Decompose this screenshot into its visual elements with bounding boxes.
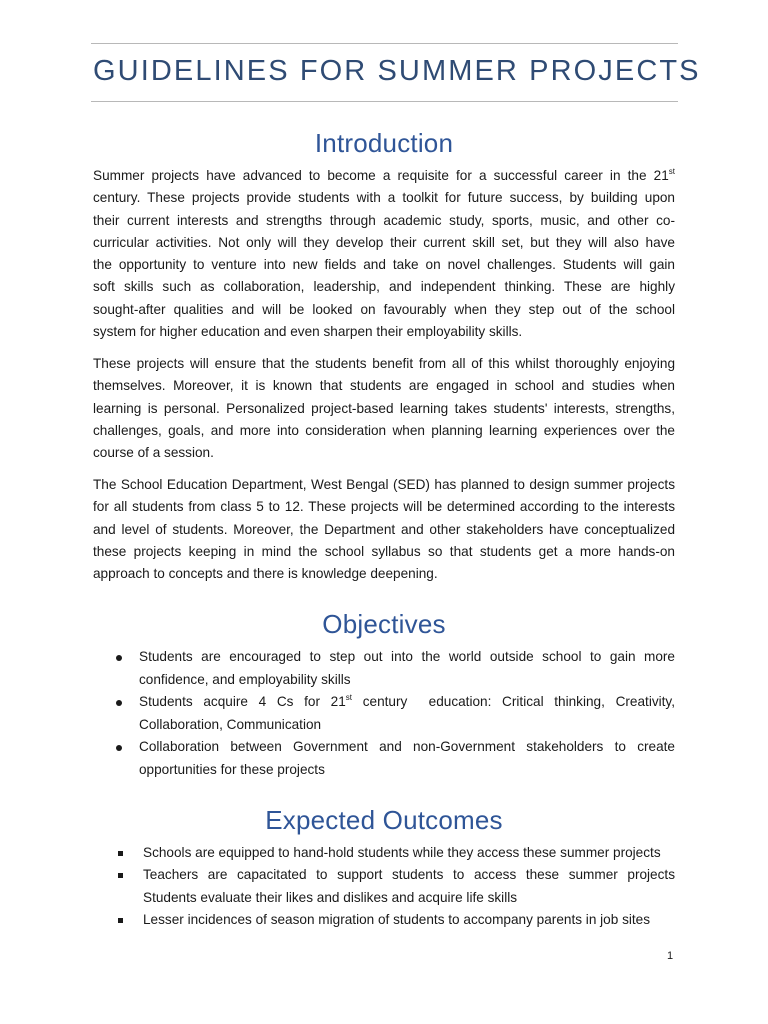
objectives-heading: Objectives — [322, 609, 446, 639]
paragraph-line: curricular activities. Not only will they develop their current skill set, but they will also have — [93, 234, 675, 250]
introduction-paragraph-3 — [93, 474, 675, 585]
title-bottom-rule — [91, 101, 678, 102]
paragraph-line: approach to concepts and there is knowledge deepening. — [93, 566, 438, 582]
paragraph-line: The School Education Department, West Bengal (SED) has planned to design summer projects — [93, 477, 675, 492]
paragraph-line: themselves. Moreover, it is known that students are engaged in school and studies when — [93, 378, 675, 394]
list-item — [0, 842, 675, 864]
item-line: Lesser incidences of season migration of students to accompany parents in job sites — [143, 912, 651, 928]
item-line: Students are encouraged to step out into the world outside school to gain more — [139, 649, 675, 664]
bullet-square — [118, 851, 123, 856]
title-top-rule — [91, 43, 678, 44]
paragraph-line: the opportunity to venture into new fields and take on novel challenges. Students will gain — [93, 257, 675, 273]
bullet-square — [118, 873, 123, 878]
list-item — [0, 646, 675, 691]
introduction-heading: Introduction — [314, 128, 454, 158]
item-line: Schools are equipped to hand-hold students while they access these summer projects — [143, 845, 661, 860]
list-item — [0, 864, 675, 909]
paragraph-line: these projects keeping in mind the school syllabus so that students get a more hands-on — [93, 543, 675, 559]
line-text: century education: Critical thinking, Creativity, — [352, 694, 675, 710]
superscript: st — [668, 167, 675, 176]
document-title: GUIDELINES FOR SUMMER PROJECTS — [93, 55, 701, 87]
paragraph-line: sought-after qualities and will be looked on favourably when they step out of the school — [93, 301, 675, 317]
line-text: Summer projects have advanced to become a requisite for a successful career in the 21 — [93, 168, 669, 183]
bullet-dot — [116, 655, 122, 661]
list-item — [0, 736, 675, 781]
superscript: st — [345, 693, 353, 703]
list-item — [0, 691, 675, 736]
item-line: confidence, and employability skills — [139, 671, 351, 687]
item-line: Collaboration between Government and non-Government stakeholders to create — [139, 739, 675, 755]
paragraph-line — [93, 165, 675, 187]
paragraph-line: learning is personal. Personalized project-based learning takes students' interests, strengths, — [93, 400, 675, 416]
item-line: Collaboration, Communication — [139, 716, 322, 732]
item-line — [139, 691, 675, 714]
bullet-dot — [116, 700, 122, 706]
paragraph-line: challenges, goals, and more into consideration when planning learning experiences over the — [93, 422, 675, 438]
paragraph-line: their current interests and strengths through academic study, sports, music, and other co- — [93, 212, 675, 228]
paragraph-line: century. These projects provide students with a toolkit for future success, by building upon — [93, 190, 675, 206]
expected-outcomes-heading: Expected Outcomes — [265, 805, 503, 835]
list-item — [0, 909, 675, 931]
paragraph-line: and level of students. Moreover, the Department and other stakeholders have conceptualized — [93, 521, 675, 537]
bullet-dot — [116, 745, 122, 751]
bullet-square — [118, 918, 123, 923]
item-line: opportunities for these projects — [139, 761, 325, 777]
introduction-paragraph-2 — [93, 353, 675, 464]
paragraph-line: course of a session. — [93, 445, 214, 461]
paragraph-line: system for higher education and even sharpen their employability skills. — [93, 324, 523, 340]
paragraph-line: soft skills such as collaboration, leadership, and independent thinking. These are highly — [93, 279, 675, 295]
introduction-paragraph-1 — [93, 165, 675, 343]
paragraph-line: These projects will ensure that the students benefit from all of this whilst thoroughly enjoying — [93, 356, 675, 371]
paragraph-line: for all students from class 5 to 12. These projects will be determined according to the interests — [93, 499, 675, 515]
outcomes-list — [0, 842, 768, 932]
page-number: 1 — [667, 950, 674, 962]
line-text: Students acquire 4 Cs for 21 — [139, 694, 346, 710]
item-line: Students evaluate their likes and dislikes and acquire life skills — [143, 889, 518, 905]
item-line: Teachers are capacitated to support students to access these summer projects — [143, 867, 675, 883]
objectives-list — [0, 646, 768, 782]
